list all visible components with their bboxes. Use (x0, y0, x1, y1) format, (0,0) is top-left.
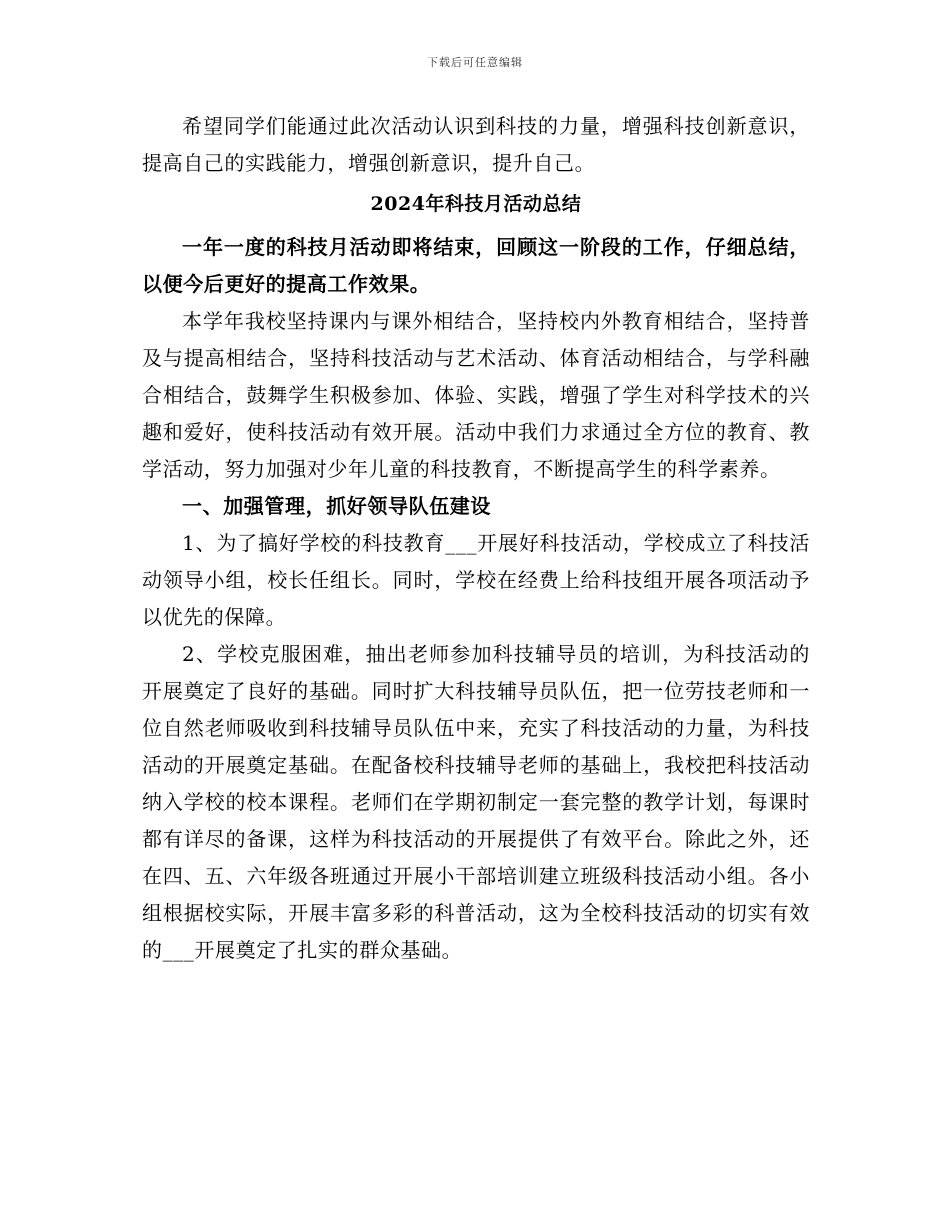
lead-paragraph: 一年一度的科技月活动即将结束，回顾这一阶段的工作，仔细总结，以便今后更好的提高工作效果。 (142, 235, 810, 296)
body-paragraph: 本学年我校坚持课内与课外相结合，坚持校内外教育相结合，坚持普及与提高相结合，坚持科技活动与艺术活动、体育活动相结合，与学科融合相结合，鼓舞学生积极参加、体验、实践，增强了学生对科学技术的兴趣和爱好，使科技活动有效开展。活动中我们力求通过全方位的教育、教学活动，努力加强对少年儿童的科技教育，不断提高学生的科学素养。 (142, 309, 810, 481)
document-title: 2024年科技月活动总结 (370, 193, 582, 215)
page-header: 下载后可任意编辑 (427, 56, 523, 69)
list-item: 2、学校克服困难，抽出老师参加科技辅导员的培训，为科技活动的开展奠定了良好的基础。同时扩大科技辅导员队伍，把一位劳技老师和一位自然老师吸收到科技辅导员队伍中来，充实了科技活动的力量，为科技活动的开展奠定基础。在配备校科技辅导老师的基础上，我校把科技活动纳入学校的校本课程。老师们在学期初制定一套完整的教学计划，每课时都有详尽的备课，这样为科技活动的开展提供了有效平台。除此之外，还在四、五、六年级各班通过开展小干部培训建立班级科技活动小组。各小组根据校实际，开展丰富多彩的科普活动，这为全校科技活动的切实有效的___开展奠定了扎实的群众基础。 (142, 642, 810, 962)
intro-paragraph: 希望同学们能通过此次活动认识到科技的力量，增强科技创新意识，提高自己的实践能力，增强创新意识，提升自己。 (142, 114, 810, 175)
section-heading: 一、加强管理，抓好领导队伍建设 (182, 494, 491, 518)
list-item: 1、为了搞好学校的科技教育___开展好科技活动，学校成立了科技活动领导小组，校长任组长。同时，学校在经费上给科技组开展各项活动予以优先的保障。 (142, 531, 810, 629)
document-body (142, 108, 810, 969)
